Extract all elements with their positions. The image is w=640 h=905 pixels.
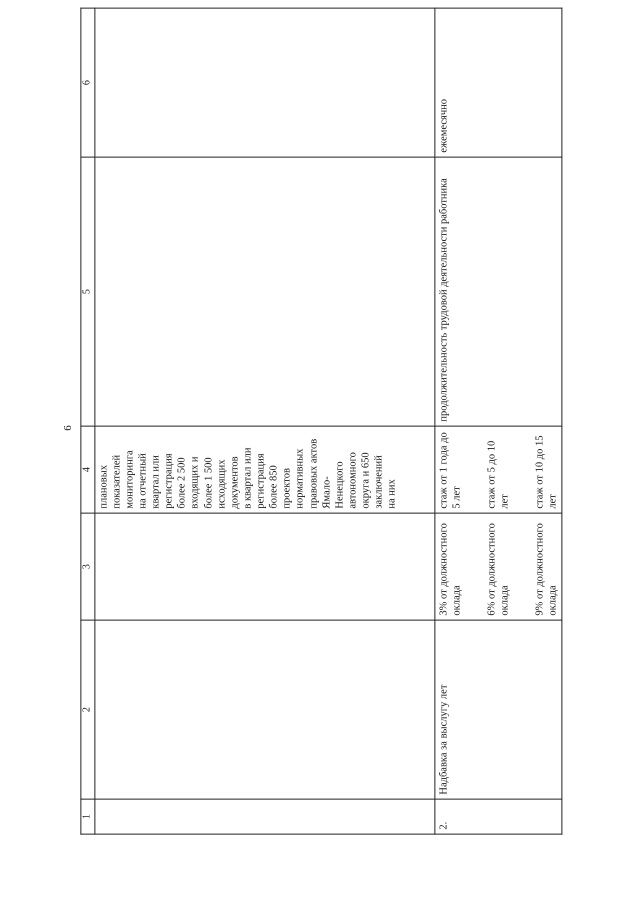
column-header-3: 3 — [81, 513, 95, 620]
condition-line: документов — [229, 456, 241, 509]
condition-line: в квартал или — [242, 447, 254, 509]
condition-line: входящих и — [189, 456, 201, 509]
tenure-5-10: стаж от 5 до 10 лет — [486, 440, 511, 509]
condition-line: Ямало- — [321, 476, 332, 509]
column-header-5: 5 — [81, 157, 95, 426]
conditions-cell — [434, 426, 562, 513]
condition-line: исходящих — [216, 459, 227, 509]
amount-6-percent: 6% от должностного оклада — [486, 523, 511, 616]
criteria-cell — [94, 157, 434, 426]
amount-cell — [434, 513, 562, 620]
amount-9-percent: 9% от должностного оклада — [534, 523, 559, 616]
condition-line: плановых — [97, 464, 109, 509]
condition-line: более 1 500 — [202, 457, 214, 509]
bonus-table — [80, 8, 562, 835]
table-header-row — [81, 8, 95, 834]
condition-line: на них — [386, 479, 398, 509]
column-header-2: 2 — [81, 620, 95, 799]
condition-line: заключений — [373, 455, 385, 509]
continued-conditions — [97, 431, 399, 509]
condition-line: регистрация — [255, 453, 267, 509]
condition-line: проектов — [281, 468, 293, 509]
condition-line: более 2 500 — [176, 457, 188, 509]
frequency-cell — [94, 8, 434, 157]
condition-line: автономного — [347, 452, 359, 509]
page-number: 6 — [62, 425, 74, 431]
amount-3-percent: 3% от должностного оклада — [437, 523, 462, 616]
condition-line: округа и 650 — [360, 452, 372, 509]
condition-line: квартал или — [150, 455, 162, 509]
criteria-cell: продолжительность трудовой деятельности работника — [434, 157, 562, 426]
column-header-4: 4 — [81, 426, 95, 513]
payment-name-cell: Надбавка за выслугу лет — [434, 620, 562, 799]
condition-line: Ненецкого — [334, 461, 346, 509]
condition-line: правовых актов — [307, 438, 319, 509]
payment-name-cell — [94, 620, 434, 799]
column-header-6: 6 — [81, 8, 95, 157]
conditions-cell — [94, 426, 434, 513]
frequency-cell: ежемесячно — [434, 8, 562, 157]
tenure-10-15: стаж от 10 до 15 лет — [534, 435, 559, 509]
amount-cell — [94, 513, 434, 620]
condition-line: нормативных — [294, 448, 306, 509]
table-row — [434, 8, 562, 834]
row-number-cell — [94, 799, 434, 834]
tenure-1-5: стаж от 1 года до 5 лет — [437, 432, 462, 509]
table-row — [94, 8, 434, 834]
condition-line: показателей — [111, 454, 122, 509]
condition-line: регистрация — [163, 453, 175, 509]
condition-line: на отчетный — [137, 453, 149, 509]
column-header-1: 1 — [81, 799, 95, 834]
condition-line: мониторинга — [124, 450, 136, 509]
row-number-cell: 2. — [434, 799, 562, 834]
condition-line: более 850 — [268, 465, 280, 509]
